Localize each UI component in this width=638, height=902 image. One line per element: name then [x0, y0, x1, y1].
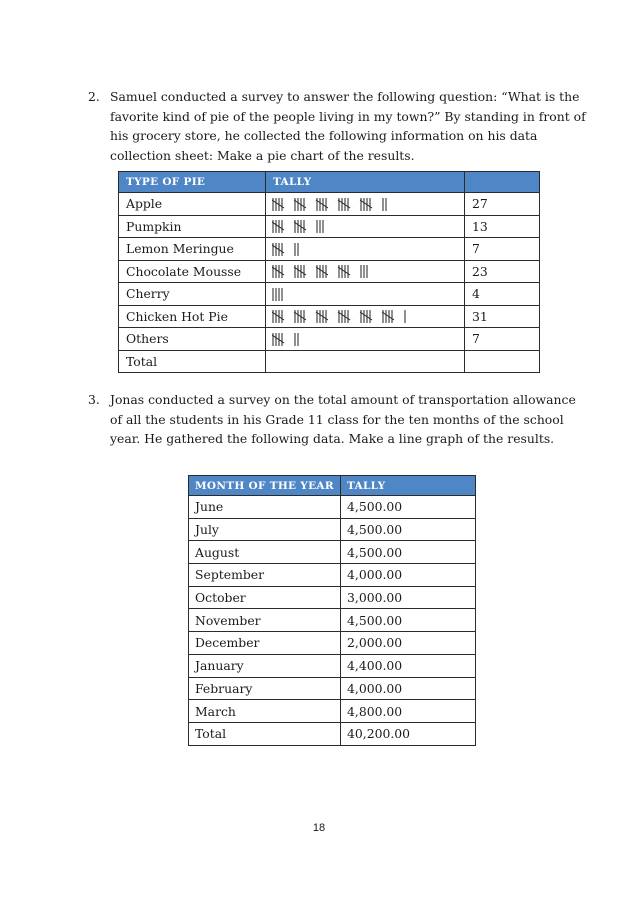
- month-cell: July: [189, 518, 341, 541]
- amount-cell: 3,000.00: [341, 586, 476, 609]
- amount-cell: 40,200.00: [341, 722, 476, 745]
- month-table-row: [189, 700, 476, 723]
- amount-cell: 4,500.00: [341, 496, 476, 519]
- month-cell: November: [189, 609, 341, 632]
- month-cell: February: [189, 677, 341, 700]
- page-number: 18: [312, 822, 326, 834]
- pie-type-cell: Apple: [119, 193, 266, 216]
- tally-marks: [272, 196, 457, 212]
- question-3: [88, 390, 588, 449]
- tally-marks-cell: [266, 215, 465, 238]
- pie-count-cell: 7: [465, 238, 540, 261]
- month-table-row: [189, 518, 476, 541]
- month-cell: August: [189, 541, 341, 564]
- pie-type-cell: Others: [119, 328, 266, 351]
- pie-table-row: [119, 215, 540, 238]
- amount-cell: 4,000.00: [341, 677, 476, 700]
- pie-type-cell: Chicken Hot Pie: [119, 305, 266, 328]
- pie-count-cell: 31: [465, 305, 540, 328]
- month-table-row: [189, 586, 476, 609]
- pie-table-row: [119, 305, 540, 328]
- month-table-header-row: [189, 476, 476, 496]
- month-table-row: [189, 722, 476, 745]
- month-table-row: [189, 541, 476, 564]
- pie-table-row: [119, 283, 540, 306]
- month-cell: October: [189, 586, 341, 609]
- pie-table-row: [119, 350, 540, 373]
- month-table-row: [189, 609, 476, 632]
- pie-count-cell: 4: [465, 283, 540, 306]
- tally-marks: [272, 286, 457, 302]
- pie-count-cell: 23: [465, 260, 540, 283]
- question-3-text: Jonas conducted a survey on the total amount of transportation allowance of all the students in his Grade 11 class for the ten months of the school year. He gathered the following data. Make a line graph of the results.: [110, 392, 576, 446]
- pie-type-cell: Cherry: [119, 283, 266, 306]
- month-cell: December: [189, 632, 341, 655]
- tally-marks-cell: [266, 260, 465, 283]
- pie-table-row: [119, 328, 540, 351]
- tally-marks: [272, 218, 457, 234]
- question-2: [88, 87, 588, 165]
- pie-count-cell: 13: [465, 215, 540, 238]
- pie-survey-table: [118, 171, 540, 373]
- amount-cell: 4,500.00: [341, 518, 476, 541]
- month-cell: January: [189, 654, 341, 677]
- amount-cell: 4,500.00: [341, 541, 476, 564]
- tally-marks-cell: [266, 350, 465, 373]
- header-count: [465, 172, 540, 193]
- pie-table-row: [119, 193, 540, 216]
- tally-marks: [272, 263, 457, 279]
- question-2-number: 2.: [88, 89, 100, 104]
- tally-marks: [272, 331, 457, 347]
- month-table-row: [189, 654, 476, 677]
- header-tally: TALLY: [341, 476, 476, 496]
- tally-marks-cell: [266, 193, 465, 216]
- month-table-row: [189, 677, 476, 700]
- amount-cell: 4,500.00: [341, 609, 476, 632]
- pie-count-cell: 7: [465, 328, 540, 351]
- month-cell: June: [189, 496, 341, 519]
- header-tally: TALLY: [266, 172, 465, 193]
- pie-table-row: [119, 260, 540, 283]
- amount-cell: 2,000.00: [341, 632, 476, 655]
- month-cell: Total: [189, 722, 341, 745]
- question-2-text: Samuel conducted a survey to answer the following question: “What is the favorite kind of pie of the people living in my town?” By standing in front of his grocery store, he collected the following information on his data collection sheet: Make a pie chart of the results.: [110, 89, 586, 163]
- pie-count-cell: 27: [465, 193, 540, 216]
- pie-count-cell: [465, 350, 540, 373]
- pie-table-row: [119, 238, 540, 261]
- amount-cell: 4,800.00: [341, 700, 476, 723]
- pie-type-cell: Lemon Meringue: [119, 238, 266, 261]
- amount-cell: 4,000.00: [341, 564, 476, 587]
- transportation-allowance-table: [188, 475, 476, 746]
- header-type-of-pie: TYPE OF PIE: [119, 172, 266, 193]
- amount-cell: 4,400.00: [341, 654, 476, 677]
- tally-marks-cell: [266, 328, 465, 351]
- month-cell: September: [189, 564, 341, 587]
- header-month-of-the-year: MONTH OF THE YEAR: [189, 476, 341, 496]
- pie-type-cell: Pumpkin: [119, 215, 266, 238]
- pie-type-cell: Chocolate Mousse: [119, 260, 266, 283]
- tally-marks: [272, 241, 457, 257]
- tally-marks-cell: [266, 283, 465, 306]
- month-table-row: [189, 632, 476, 655]
- month-table-row: [189, 496, 476, 519]
- month-cell: March: [189, 700, 341, 723]
- pie-table-header-row: [119, 172, 540, 193]
- pie-type-cell: Total: [119, 350, 266, 373]
- tally-marks: [272, 308, 457, 324]
- question-3-number: 3.: [88, 392, 100, 407]
- month-table-row: [189, 564, 476, 587]
- tally-marks-cell: [266, 305, 465, 328]
- tally-marks-cell: [266, 238, 465, 261]
